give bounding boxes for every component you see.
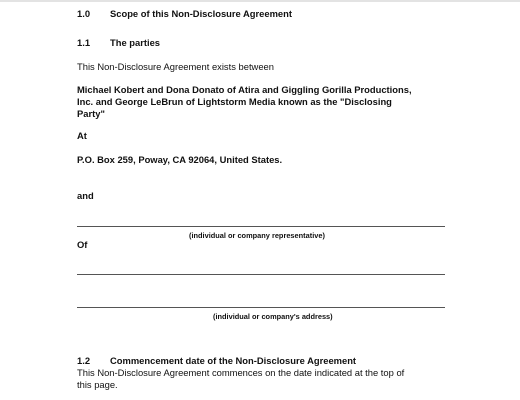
section-number: 1.2 <box>77 355 91 366</box>
at-label: At <box>77 130 87 141</box>
section-1-2-body-line-1: This Non-Disclosure Agreement commences on the date indicated at the top of <box>77 367 405 378</box>
party-line-2: Inc. and George LeBrun of Lightstorm Media known as the "Disclosing <box>77 96 392 107</box>
section-number: 1.0 <box>77 8 91 19</box>
section-title: Commencement date of the Non-Disclosure Agreement <box>110 355 357 366</box>
representative-caption: (individual or company representative) <box>189 231 325 240</box>
and-label: and <box>77 190 94 201</box>
section-heading-1-0 <box>0 8 520 20</box>
address-caption: (individual or company's address) <box>213 312 333 321</box>
section-1-2-body-line-2: this page. <box>77 379 118 390</box>
party-line-3: Party" <box>77 108 105 119</box>
address-line-1 <box>77 274 445 275</box>
representative-signature-line <box>77 226 445 227</box>
of-label: Of <box>77 239 88 250</box>
section-heading-1-2 <box>0 355 520 367</box>
address-line-2 <box>77 307 445 308</box>
page-top-edge <box>0 0 520 2</box>
party-line-1: Michael Kobert and Dona Donato of Atira and Giggling Gorilla Productions, <box>77 84 412 95</box>
section-title: Scope of this Non-Disclosure Agreement <box>110 8 292 19</box>
section-number: 1.1 <box>77 37 91 48</box>
intro-text: This Non-Disclosure Agreement exists between <box>77 61 274 72</box>
section-heading-1-1 <box>0 37 520 49</box>
section-title: The parties <box>110 37 161 48</box>
disclosing-party-address: P.O. Box 259, Poway, CA 92064, United States. <box>77 154 283 165</box>
